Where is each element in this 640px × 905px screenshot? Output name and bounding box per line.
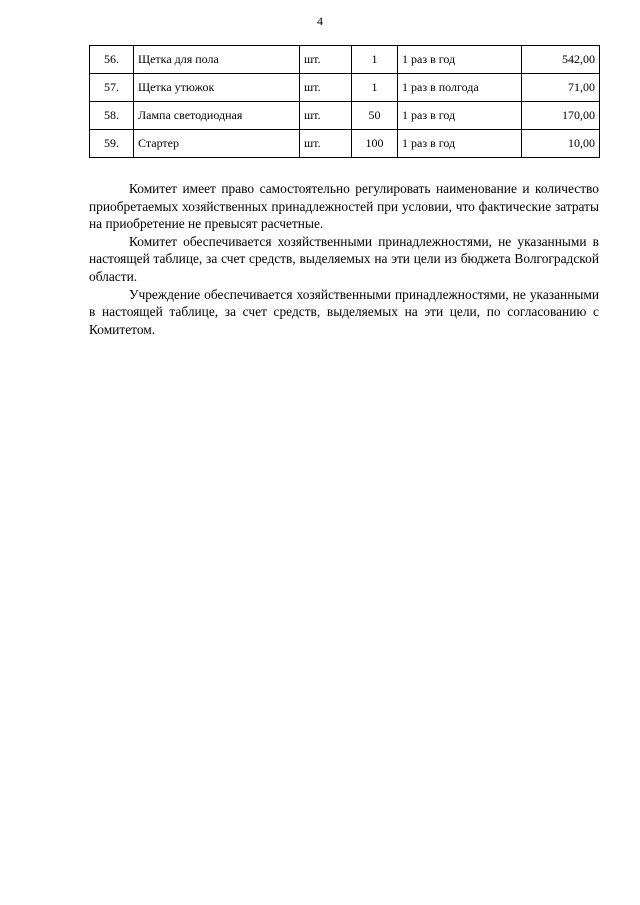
paragraph-committee-rights: Комитет имеет право самостоятельно регулировать наименование и количество приобретаемых хозяйственных принадлежностей при условии, что фактические затраты на приобретение не превысят расчетные. (89, 181, 599, 232)
item-price: 170,00 (522, 102, 600, 130)
item-unit: шт. (300, 130, 352, 158)
row-number: 57. (90, 74, 134, 102)
item-unit: шт. (300, 74, 352, 102)
table-row (90, 74, 600, 102)
item-name: Лампа светодиодная (134, 102, 300, 130)
table-row (90, 130, 600, 158)
item-quantity: 50 (352, 102, 398, 130)
item-price: 542,00 (522, 46, 600, 74)
item-frequency: 1 раз в год (398, 46, 522, 74)
item-quantity: 1 (352, 74, 398, 102)
table-row (90, 46, 600, 74)
item-name: Стартер (134, 130, 300, 158)
paragraph-institution-supply: Учреждение обеспечивается хозяйственными принадлежностями, не указанными в настоящей таблице, за счет средств, выделяемых на эти цели, по согласованию с Комитетом. (89, 286, 599, 337)
paragraph-committee-supply: Комитет обеспечивается хозяйственными принадлежностями, не указанными в настоящей таблице, за счет средств, выделяемых на эти цели из бюджета Волгоградской области. (89, 233, 599, 284)
item-frequency: 1 раз в год (398, 130, 522, 158)
item-name: Щетка утюжок (134, 74, 300, 102)
row-number: 56. (90, 46, 134, 74)
item-unit: шт. (300, 46, 352, 74)
page-number: 4 (317, 14, 323, 28)
row-number: 58. (90, 102, 134, 130)
item-price: 71,00 (522, 74, 600, 102)
table-row (90, 102, 600, 130)
body-text (89, 180, 599, 338)
item-frequency: 1 раз в полгода (398, 74, 522, 102)
row-number: 59. (90, 130, 134, 158)
item-unit: шт. (300, 102, 352, 130)
item-quantity: 1 (352, 46, 398, 74)
supplies-table (89, 45, 600, 158)
item-quantity: 100 (352, 130, 398, 158)
item-name: Щетка для пола (134, 46, 300, 74)
item-frequency: 1 раз в год (398, 102, 522, 130)
item-price: 10,00 (522, 130, 600, 158)
